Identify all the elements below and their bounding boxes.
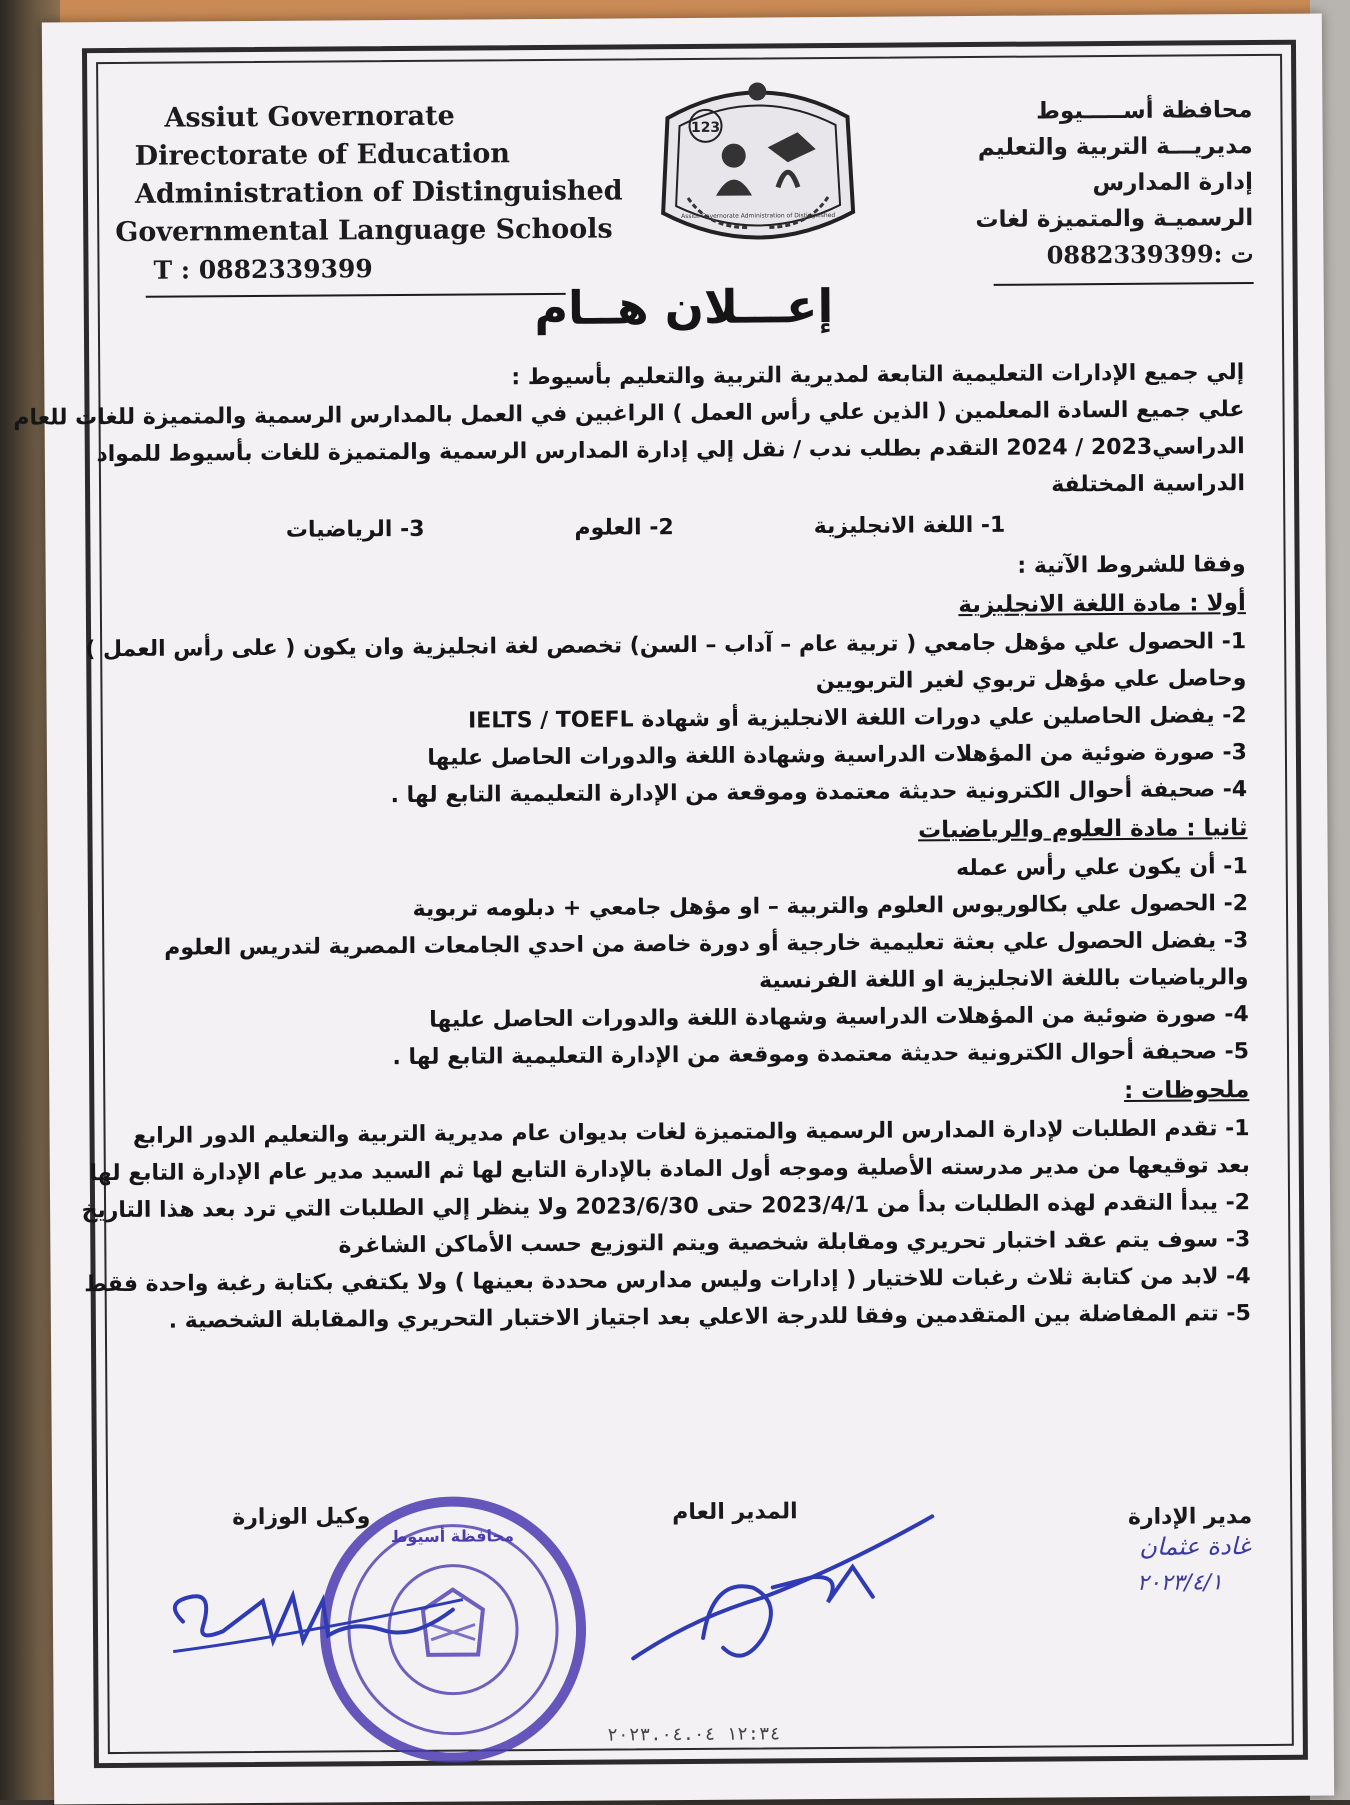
condition-item: 2- يفضل الحاصلين علي دورات اللغة الانجليزية أو شهادة IELTS / TOEFL <box>467 703 1247 734</box>
general-manager-label: المدير العام <box>672 1499 798 1526</box>
deputy-minister-label: وكيل الوزارة <box>232 1504 371 1531</box>
subject-item: 1- اللغة الانجليزية <box>813 512 1006 540</box>
intro-line: إلي جميع الإدارات التعليمية التابعة لمديرية التربية والتعليم بأسيوط : <box>511 360 1245 391</box>
logo-number: 123 <box>690 119 721 136</box>
administration-en: Administration of Distinguished <box>134 175 623 210</box>
phone-ar: ت :0882339399 <box>1046 239 1254 270</box>
administration-ar: إدارة المدارس <box>1092 169 1254 197</box>
note-item: 4- لابد من كتابة ثلاث رغبات للاختيار ( إدارات وليس مدارس محددة بعينها ) ولا يكتفي بكتابة رغبة واحدة فقط <box>84 1264 1251 1298</box>
stamp-text: محافظة أسيوط <box>390 1526 515 1547</box>
announcement-title: إعـــلان هــام <box>534 278 834 336</box>
schools-en: Governmental Language Schools <box>115 213 613 248</box>
schools-ar: الرسميـة والمتميزة لغات <box>975 205 1254 233</box>
governorate-ar: محافظة أســـــيوط <box>1035 97 1253 125</box>
condition-item: 1- الحصول علي مؤهل جامعي ( تربية عام – آداب – السن) تخصص لغة انجليزية وان يكون ( على رأس العمل ) <box>85 629 1247 663</box>
section2-heading: ثانيا : مادة العلوم والرياضيات <box>918 815 1248 844</box>
note-item: 2- يبدأ التقدم لهذه الطلبات بدأ من 2023/4/1 حتى 2023/6/30 ولا ينظر إلي الطلبات التي ترد بعد هذا التاريخ <box>81 1190 1251 1224</box>
deputy-signature <box>152 1540 473 1682</box>
section1-heading: أولا : مادة اللغة الانجليزية <box>958 590 1246 619</box>
logo-caption: Assiut Governorate Administration of Distinguished <box>681 211 836 221</box>
directorate-en: Directorate of Education <box>134 138 511 172</box>
subjects-list <box>125 502 1245 554</box>
arabic-header <box>952 92 1253 274</box>
general-manager-signature <box>612 1506 943 1688</box>
announcement-body <box>13 354 1251 1340</box>
photo-timestamp: ١٢:٣٤ ٢٠٢٣.٠٤.٠٤ <box>606 1723 781 1746</box>
intro-line: الدراسي2023 / 2024 التقدم بطلب ندب / نقل إلي إدارة المدارس الرسمية والمتميزة للغات بأسيوط للمواد <box>96 434 1245 468</box>
condition-item: وحاصل علي مؤهل تربوي لغير التربويين <box>815 666 1247 695</box>
condition-item: 4- صحيفة أحوال الكترونية حديثة معتمدة وموقعة من الإدارة التعليمية التابع لها . <box>390 777 1248 809</box>
note-item: 3- سوف يتم عقد اختبار تحريري ومقابلة شخصية ويتم التوزيع حسب الأماكن الشاغرة <box>338 1227 1251 1259</box>
administration-logo <box>647 77 868 254</box>
condition-item: 4- صورة ضوئية من المؤهلات الدراسية وشهادة اللغة والدورات الحاصل عليها <box>429 1002 1249 1033</box>
conditions-intro: وفقا للشروط الآتية : <box>1017 552 1246 579</box>
admin-manager-label: مدير الإدارة <box>1127 1504 1253 1530</box>
admin-manager-name: غادة عثمان <box>1139 1532 1251 1561</box>
governorate-en: Assiut Governorate <box>164 100 455 134</box>
subject-item: 3- الرياضيات <box>285 516 425 543</box>
condition-item: 5- صحيفة أحوال الكترونية حديثة معتمدة وموقعة من الإدارة التعليمية التابع لها . <box>392 1039 1250 1071</box>
phone-en: T : 0882339399 <box>153 254 373 285</box>
condition-item: 2- الحصول علي بكالوريوس العلوم والتربية – او مؤهل جامعي + دبلومه تربوية <box>412 891 1249 922</box>
document-page <box>13 14 1334 1805</box>
intro-line: الدراسية المختلفة <box>1051 471 1246 498</box>
condition-item: 3- صورة ضوئية من المؤهلات الدراسية وشهادة اللغة والدورات الحاصل عليها <box>427 740 1248 771</box>
english-header <box>114 97 623 290</box>
note-item: 5- تتم المفاضلة بين المتقدمين وفقا للدرجة الاعلي بعد اجتياز الاختبار التحريري والمقابلة الشخصية . <box>168 1301 1251 1334</box>
notes-heading: ملحوظات : <box>1123 1077 1250 1104</box>
subject-item: 2- العلوم <box>574 515 674 541</box>
note-item: 1- تقدم الطلبات لإدارة المدارس الرسمية والمتميزة لغات بديوان عام مديرية التربية والتعليم الدور الرابع <box>132 1116 1250 1149</box>
admin-manager-date: ٢٠٢٣/٤/١ <box>1136 1570 1223 1596</box>
intro-line: علي جميع السادة المعلمين ( الذين علي رأس العمل ) الراغبين في العمل بالمدارس الرسمية والمتميزة للغات للعام <box>13 397 1245 431</box>
directorate-ar: مديريـــة التربية والتعليم <box>977 133 1253 161</box>
note-item: بعد توقيعها من مدير مدرسته الأصلية وموجه أول المادة بالإدارة التابع لها ثم السيد مدير عام الإدارة التابع لها <box>89 1153 1250 1187</box>
condition-item: 1- أن يكون علي رأس عمله <box>956 854 1248 882</box>
condition-item: 3- يفضل الحصول علي بعثة تعليمية خارجية أو دورة خاصة من احدي الجامعات المصرية لتدريس العلوم <box>164 928 1249 961</box>
condition-item: والرياضيات باللغة الانجليزية او اللغة الفرنسية <box>758 965 1249 994</box>
